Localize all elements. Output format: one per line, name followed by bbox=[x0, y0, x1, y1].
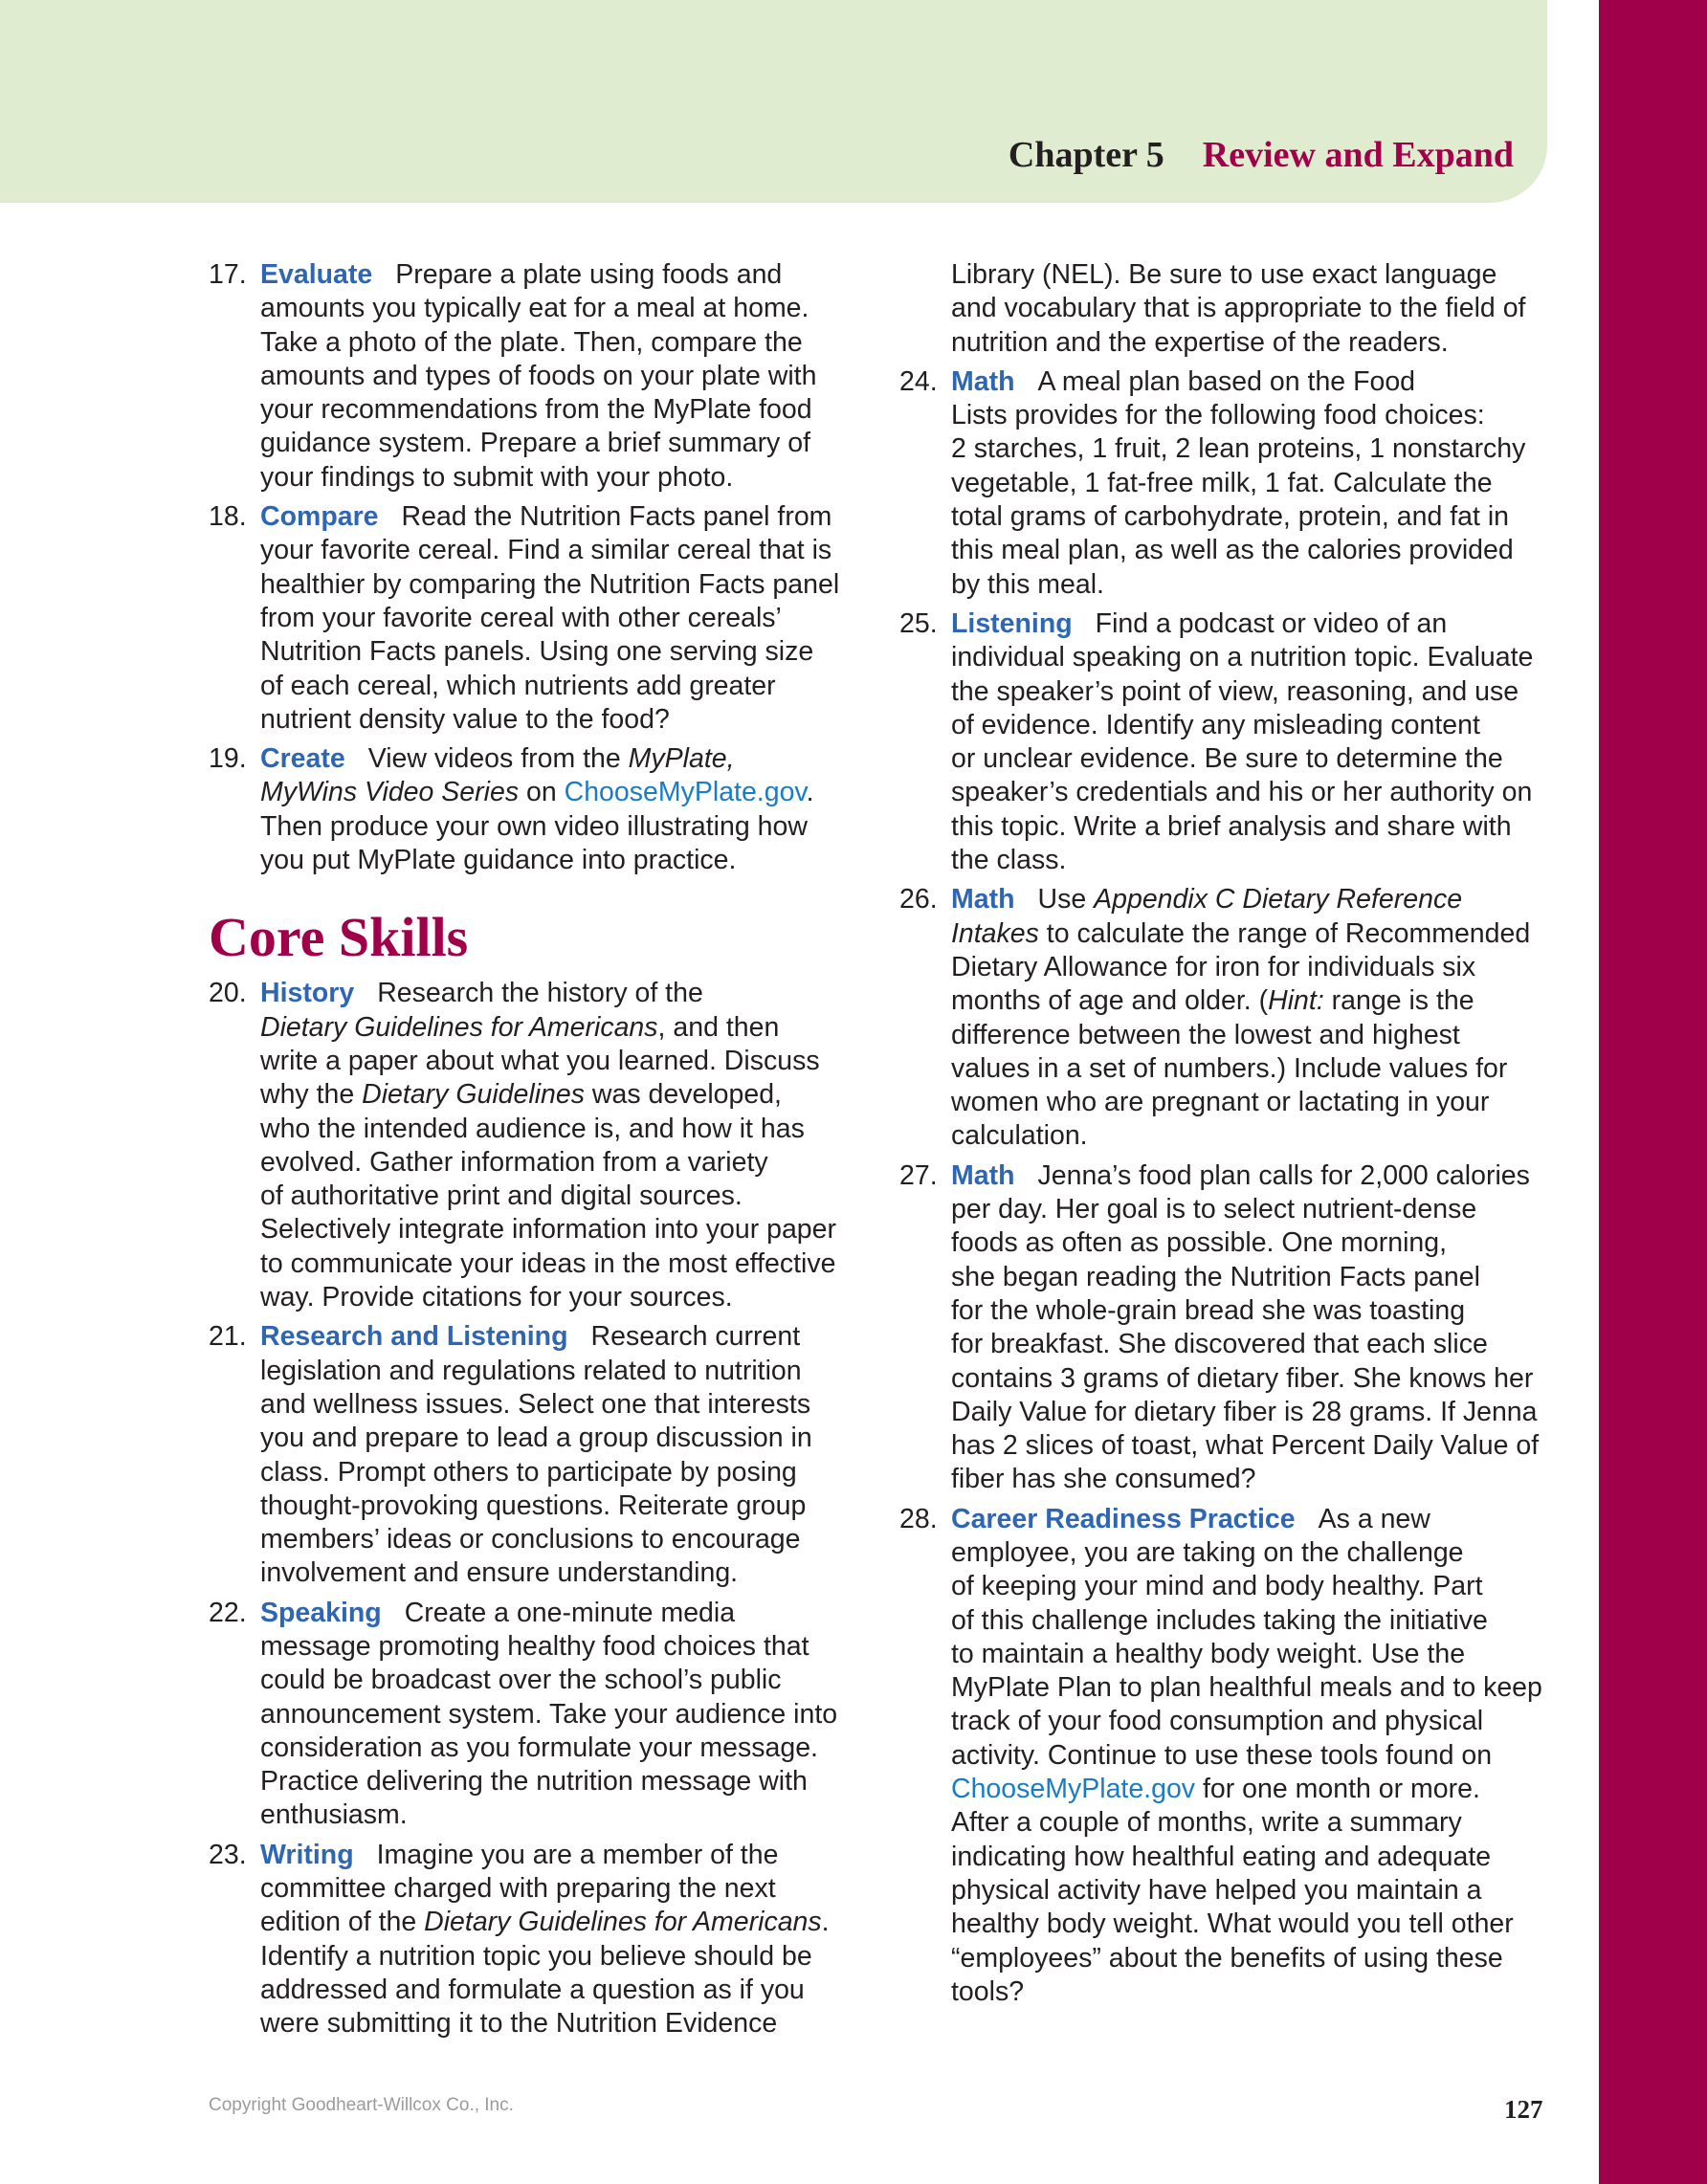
question-20 bbox=[209, 977, 859, 1314]
text-line: difference between the lowest and highest bbox=[951, 1019, 1460, 1050]
question-keyword: Math bbox=[951, 1159, 1015, 1191]
text-line: and wellness issues. Select one that interests bbox=[260, 1388, 811, 1420]
text-line: the class. bbox=[951, 845, 1067, 876]
text-run: View videos from the bbox=[367, 743, 629, 775]
text-line: this meal plan, as well as the calories provided bbox=[951, 535, 1514, 566]
text-run: months of age and older. ( bbox=[951, 985, 1269, 1017]
question-number: 17. bbox=[209, 259, 247, 290]
text-line: tools? bbox=[951, 1975, 1025, 2007]
series-title: MyPlate, bbox=[628, 743, 735, 775]
text-line: thought-provoking questions. Reiterate group bbox=[260, 1489, 807, 1521]
question-27 bbox=[899, 1159, 1550, 1497]
text-line: Jenna’s food plan calls for 2,000 calories bbox=[1037, 1159, 1530, 1191]
text-line: could be broadcast over the school’s public bbox=[260, 1665, 782, 1696]
text-line: of this challenge includes taking the initiative bbox=[951, 1604, 1488, 1636]
text-line: nutrient density value to the food? bbox=[260, 703, 670, 735]
text-line: speaker’s credentials and his or her authority on bbox=[951, 777, 1533, 808]
question-17 bbox=[209, 258, 859, 495]
text-line: individual speaking on a nutrition topic. Evaluate bbox=[951, 642, 1534, 673]
text-line: healthier by comparing the Nutrition Facts panel bbox=[260, 568, 840, 600]
text-line: your findings to submit with your photo. bbox=[260, 461, 734, 493]
text-line: committee charged with preparing the next bbox=[260, 1873, 776, 1905]
text-line: she began reading the Nutrition Facts panel bbox=[951, 1261, 1480, 1292]
text-line: of evidence. Identify any misleading content bbox=[951, 709, 1480, 740]
text-line: track of your food consumption and physical bbox=[951, 1706, 1484, 1737]
text-line: indicating how healthful eating and adequate bbox=[951, 1841, 1492, 1872]
text-line: employee, you are taking on the challenge bbox=[951, 1536, 1464, 1568]
question-21 bbox=[209, 1320, 859, 1590]
text-run: was developed, bbox=[585, 1079, 782, 1111]
question-number: 27. bbox=[899, 1159, 938, 1191]
text-line: of keeping your mind and body healthy. Part bbox=[951, 1571, 1483, 1602]
text-line: Lists provides for the following food choices: bbox=[951, 400, 1485, 431]
question-number: 21. bbox=[209, 1321, 247, 1353]
question-number: 25. bbox=[899, 607, 938, 639]
text-line: As a new bbox=[1318, 1503, 1430, 1534]
text-line: physical activity have helped you maintain a bbox=[951, 1874, 1482, 1906]
text-line: Find a podcast or video of an bbox=[1095, 607, 1448, 639]
question-keyword: Create bbox=[260, 743, 345, 775]
left-column bbox=[209, 258, 859, 2047]
question-number: 18. bbox=[209, 501, 247, 533]
text-line: Daily Value for dietary fiber is 28 grams. If Jenna bbox=[951, 1396, 1538, 1427]
question-25 bbox=[899, 607, 1550, 877]
text-line: Prepare a plate using foods and bbox=[395, 259, 783, 290]
question-keyword: Math bbox=[951, 884, 1015, 916]
text-line: amounts you typically eat for a meal at home. bbox=[260, 293, 809, 324]
question-28 bbox=[899, 1503, 1550, 2009]
copyright-notice: Copyright Goodheart-Willcox Co., Inc. bbox=[209, 2095, 514, 2115]
book-title: Dietary Guidelines for Americans bbox=[260, 1011, 658, 1043]
question-number: 28. bbox=[899, 1503, 938, 1534]
question-number: 19. bbox=[209, 743, 247, 775]
question-22 bbox=[209, 1597, 859, 1833]
text-line: Selectively integrate information into your paper bbox=[260, 1214, 836, 1246]
text-line: this topic. Write a brief analysis and share with bbox=[951, 810, 1512, 842]
question-keyword: Research and Listening bbox=[260, 1321, 568, 1353]
book-title: Dietary Guidelines for Americans bbox=[424, 1907, 822, 1938]
text-line: has 2 slices of toast, what Percent Daily Value of bbox=[951, 1430, 1540, 1462]
text-line: women who are pregnant or lactating in your bbox=[951, 1087, 1490, 1118]
text-line: to maintain a healthy body weight. Use the bbox=[951, 1638, 1466, 1669]
text-line: Research the history of the bbox=[377, 978, 703, 1009]
text-line: for breakfast. She discovered that each slice bbox=[951, 1329, 1488, 1360]
appendix-title: Intakes bbox=[951, 917, 1039, 949]
text-line: fiber has she consumed? bbox=[951, 1464, 1256, 1495]
text-line: Nutrition Facts panels. Using one serving size bbox=[260, 636, 814, 668]
text-line: nutrition and the expertise of the readers. bbox=[951, 326, 1449, 358]
text-run: , and then bbox=[657, 1011, 780, 1043]
text-line: Read the Nutrition Facts panel from bbox=[401, 501, 832, 533]
text-line: Library (NEL). Be sure to use exact language bbox=[951, 259, 1497, 290]
question-keyword: Career Readiness Practice bbox=[951, 1503, 1296, 1534]
question-18 bbox=[209, 500, 859, 737]
text-line: vegetable, 1 fat-free milk, 1 fat. Calculate the bbox=[951, 467, 1493, 498]
text-line: Create a one-minute media bbox=[404, 1597, 736, 1628]
question-19 bbox=[209, 742, 859, 877]
question-keyword: Math bbox=[951, 365, 1015, 397]
text-line: legislation and regulations related to nutrition bbox=[260, 1355, 802, 1386]
text-line: your favorite cereal. Find a similar cereal that is bbox=[260, 535, 832, 566]
text-run: Use bbox=[1037, 884, 1095, 916]
text-line: per day. Her goal is to select nutrient-dense bbox=[951, 1194, 1477, 1225]
appendix-title: Appendix C Dietary Reference bbox=[1094, 884, 1463, 916]
text-line: write a paper about what you learned. Discuss bbox=[260, 1045, 820, 1076]
side-accent-bar bbox=[1599, 0, 1707, 2184]
question-24 bbox=[899, 365, 1550, 602]
text-line: evolved. Gather information from a variety bbox=[260, 1146, 768, 1178]
text-line: Imagine you are a member of the bbox=[376, 1839, 779, 1870]
question-number: 23. bbox=[209, 1839, 247, 1870]
text-run: to calculate the range of Recommended bbox=[1038, 917, 1531, 949]
text-line: Practice delivering the nutrition message with bbox=[260, 1766, 808, 1798]
text-line: 2 starches, 1 fruit, 2 lean proteins, 1 nonstarchy bbox=[951, 433, 1526, 465]
text-line: to communicate your ideas in the most effective bbox=[260, 1247, 836, 1279]
text-run: for one month or more. bbox=[1195, 1774, 1480, 1805]
text-line: total grams of carbohydrate, protein, and fat in bbox=[951, 501, 1509, 533]
text-line: by this meal. bbox=[951, 568, 1104, 600]
text-run: . bbox=[806, 777, 814, 808]
text-line: A meal plan based on the Food bbox=[1037, 365, 1416, 397]
text-line: involvement and ensure understanding. bbox=[260, 1557, 739, 1589]
question-keyword: Evaluate bbox=[260, 259, 373, 290]
text-line: who the intended audience is, and how it has bbox=[260, 1113, 805, 1144]
text-line: of each cereal, which nutrients add greater bbox=[260, 670, 776, 701]
question-number: 22. bbox=[209, 1597, 247, 1628]
question-keyword: Writing bbox=[260, 1839, 354, 1870]
text-line: the speaker’s point of view, reasoning, and use bbox=[951, 675, 1519, 707]
text-line: guidance system. Prepare a brief summary of bbox=[260, 428, 810, 459]
text-run: why the bbox=[260, 1079, 363, 1111]
text-line: calculation. bbox=[951, 1120, 1088, 1152]
choosemyplate-link[interactable]: ChooseMyPlate.gov bbox=[951, 1774, 1196, 1805]
text-line: activity. Continue to use these tools found on bbox=[951, 1739, 1493, 1771]
section-label: Review and Expand bbox=[1202, 135, 1514, 175]
text-line: consideration as you formulate your message. bbox=[260, 1732, 818, 1763]
text-run: . bbox=[821, 1907, 830, 1938]
text-line: members’ ideas or conclusions to encourage bbox=[260, 1524, 801, 1555]
text-line: Take a photo of the plate. Then, compare the bbox=[260, 326, 803, 358]
text-line: for the whole-grain bread she was toasting bbox=[951, 1294, 1466, 1326]
text-line: way. Provide citations for your sources. bbox=[260, 1282, 733, 1313]
text-line: Identify a nutrition topic you believe should be bbox=[260, 1940, 812, 1972]
page-number: 127 bbox=[1504, 2095, 1543, 2124]
question-23-continued bbox=[899, 258, 1550, 360]
text-line: you put MyPlate guidance into practice. bbox=[260, 845, 737, 876]
text-run: range is the bbox=[1323, 985, 1474, 1017]
text-line: your recommendations from the MyPlate food bbox=[260, 394, 812, 426]
text-line: After a couple of months, write a summary bbox=[951, 1807, 1462, 1839]
text-line: from your favorite cereal with other cereals’ bbox=[260, 602, 782, 633]
question-23 bbox=[209, 1839, 859, 2041]
text-run: edition of the bbox=[260, 1907, 425, 1938]
text-line: contains 3 grams of dietary fiber. She knows her bbox=[951, 1362, 1534, 1394]
text-line: MyPlate Plan to plan healthful meals and to keep bbox=[951, 1672, 1542, 1704]
right-column bbox=[899, 258, 1550, 2015]
text-line: were submitting it to the Nutrition Evidence bbox=[260, 2008, 778, 2040]
text-line: you and prepare to lead a group discussion in bbox=[260, 1423, 812, 1454]
text-line: foods as often as possible. One morning, bbox=[951, 1227, 1448, 1259]
section-title-core-skills: Core Skills bbox=[209, 906, 469, 969]
question-number: 26. bbox=[899, 884, 938, 916]
text-line: Then produce your own video illustrating how bbox=[260, 810, 808, 842]
text-line: of authoritative print and digital sources. bbox=[260, 1180, 743, 1212]
text-run: on bbox=[519, 777, 565, 808]
series-title: MyWins Video Series bbox=[260, 777, 520, 808]
question-number: 20. bbox=[209, 978, 247, 1009]
chapter-heading bbox=[1009, 134, 1514, 176]
question-keyword: Compare bbox=[260, 501, 379, 533]
choosemyplate-link[interactable]: ChooseMyPlate.gov bbox=[564, 777, 807, 808]
text-line: and vocabulary that is appropriate to the field of bbox=[951, 293, 1526, 324]
text-line: or unclear evidence. Be sure to determine the bbox=[951, 743, 1503, 775]
text-line: message promoting healthy food choices that bbox=[260, 1630, 809, 1662]
chapter-label: Chapter 5 bbox=[1008, 135, 1164, 175]
question-26 bbox=[899, 883, 1550, 1153]
text-line: healthy body weight. What would you tell other bbox=[951, 1908, 1514, 1940]
question-keyword: Listening bbox=[951, 607, 1073, 639]
question-keyword: Speaking bbox=[260, 1597, 382, 1628]
text-line: amounts and types of foods on your plate with bbox=[260, 360, 817, 391]
text-line: Research current bbox=[590, 1321, 801, 1353]
text-line: Dietary Allowance for iron for individuals six bbox=[951, 951, 1476, 982]
hint-label: Hint: bbox=[1268, 985, 1324, 1017]
text-line: values in a set of numbers.) Include values for bbox=[951, 1052, 1508, 1084]
question-keyword: History bbox=[260, 978, 355, 1009]
text-line: “employees” about the benefits of using these bbox=[951, 1942, 1503, 1974]
book-title: Dietary Guidelines bbox=[362, 1079, 585, 1111]
text-line: class. Prompt others to participate by posing bbox=[260, 1456, 797, 1488]
text-line: enthusiasm. bbox=[260, 1799, 408, 1831]
question-number: 24. bbox=[899, 365, 938, 397]
text-line: announcement system. Take your audience into bbox=[260, 1698, 838, 1730]
text-line: addressed and formulate a question as if you bbox=[260, 1974, 805, 2005]
